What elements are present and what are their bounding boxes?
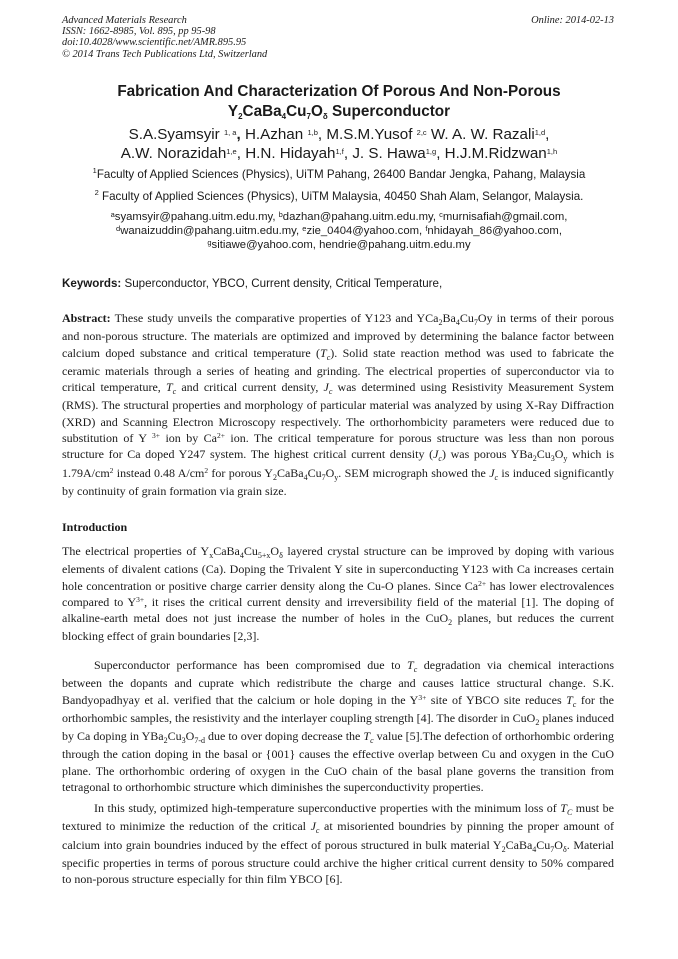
author: H.Azhan xyxy=(244,126,304,143)
intro-paragraph-2: Superconductor performance has been compromised due to $T_c$ degradation via chemical interactions between the dopants and cuprate which redistribute the charge and causes lattice structural change. S.K. Bandyopadhyay et al. verified that the calcium or hole doping in the $Y^{3+}$ site of YBCO site reduces $T_c$ for the orthorhombic samples, the resistivity and the interlayer coupling strength [4]. The disorder in CuO$_2$ planes induced by Ca doping in $YBa_2Cu_3O_{7-d}$ due to over doping decrease the $T_c$ value [5].The defection of orthorhombic ordering through the cation doping in the basal or {001} causes the effective overlap between Cu and oxygen in the CuO plane. The orthorhombic ordering of oxygen in the CuO chain of the basal plane governs the transition from tetragonal to orthorhombic structure which diminishes the superconductivity properties. xyxy=(62,658,615,795)
title-line-2: $Y_2CaBa_4Cu_7O_\delta$ Superconductor xyxy=(227,103,451,121)
journal-header xyxy=(62,15,267,60)
copyright: © 2014 Trans Tech Publications Ltd, Switzerland xyxy=(62,48,268,60)
author: A.W. Norazidah xyxy=(120,145,227,162)
online-date: Online: 2014-02-13 xyxy=(531,15,614,26)
intro-paragraph-1: The electrical properties of $Y_xCaBa_4Cu_{5+x}O_\delta$ layered crystal structure can be improved by doping with various elements of divalent cations (Ca). Doping the Trivalent Y site in superconducting Y123 with Ca increases certain hole concentration or positive charge carrier density along the Cu-O planes. Since $Ca^{2+}$ has lower electrovalences compared to $Y^{3+}$, it rises the critical current density and irreversibility field of the material [1]. The doping of alkaline-earth metal does not just increase the number of holes in the CuO$_2$ planes, but reduces the current blocking effect of grain boundaries [2,3]. xyxy=(62,544,615,644)
intro-paragraph-3: In this study, optimized high-temperature superconductive properties with the minimum loss of $T_C$ must be textured to minimize the reduction of the critical $J_c$ at misoriented boundries by pinning the proper amount of calcium into grain boundries induced by the effect of porous structured in bulk material $Y_2CaBa_4Cu_7O_\delta$. Material specific properties in terms of porous structure could archive the higher critical current density to 50% compared to non-porous structure especially for thin film YBCO [6]. xyxy=(62,801,614,887)
author: H.J.M.Ridzwan xyxy=(444,145,547,162)
abstract: Abstract: These study unveils the comparative properties of Y123 and $YCa_2Ba_4Cu_7Oy$ in terms of their porous and non-porous structure. The materials are optimized and improved by determining the balance factor between calcium doped substance and critical temperature $(T_c)$. Solid state reaction method was used to fabricate the ceramic materials through a series of heating and grinding. The electrical properties of superconductor via to critical temperature, $T_c$ and critical current density, $J_c$ was determined using Resistivity Measurement System (RMS). The structural properties and morphology of particular material was analyzed by using X-Ray Diffraction (XRD) and Scanning Electron Microscopy respectively. The orthorhombicity parameters were reduced due to substitution of Y $^{3+}$ ion by $Ca^{2+}$ ion. The critical temperature for porous structure was less than non porous structure for Ca doped Y247 system. The highest critical current density $(J_c)$ was porous $YBa_2Cu_3O_y$ which is $1.79A/cm^2$ instead 0.48 $A/cm^2$ for porous $Y_2CaBa_4Cu_7O_y$. SEM micrograph showed the $J_c$ is induced significantly by continuity of grain formation via grain size. xyxy=(62,311,615,498)
email-list: $^a$syamsyir@pahang.uitm.edu.my, $^b$dazhan@pahang.uitm.edu.my, $^c$murnisafiah@gmail.com, $^d$wanaizuddin@pahang.uitm.edu.my, $^e$zie_0404@yahoo.com, $^f$nhidayah_86@yahoo.com, $^g$sitiawe@yahoo.com, hendrie@pahang.uitm.edu.my xyxy=(110,210,568,251)
title-line-1: Fabrication And Characterization Of Porous And Non-Porous xyxy=(117,83,561,100)
affiliation-2: $^2$ Faculty of Applied Sciences (Physics), UiTM Malaysia, 40450 Shah Alam, Selangor, Malaysia. xyxy=(94,188,584,203)
issn: ISSN: 1662-8985, Vol. 895, pp 95-98 xyxy=(62,26,216,38)
journal-name: Advanced Materials Research xyxy=(62,15,187,26)
authors-line-1: S.A.Syamsyir $^{1, a}$, H.Azhan $^{1,b}$, M.S.M.Yusof $^{2,c}$ W. A. W. Razali$^{1,d}$, xyxy=(128,126,550,143)
author: J. S. Hawa xyxy=(352,145,426,162)
author: H.N. Hidayah xyxy=(245,145,336,162)
author: M.S.M.Yusof xyxy=(326,126,413,143)
affiliation-1: $^1$Faculty of Applied Sciences (Physics), UiTM Pahang, 26400 Bandar Jengka, Pahang, Malaysia xyxy=(92,166,586,181)
author-list xyxy=(62,125,616,163)
paper-title xyxy=(62,82,616,124)
authors-line-2: A.W. Norazidah$^{1,e}$, H.N. Hidayah$^{1,f}$, J. S. Hawa$^{1,g}$, H.J.M.Ridzwan$^{1,h}$ xyxy=(120,145,558,162)
author: W. A. W. Razali xyxy=(430,126,535,143)
doi: doi:10.4028/www.scientific.net/AMR.895.95 xyxy=(62,37,247,49)
author: S.A.Syamsyir xyxy=(128,126,220,143)
section-heading-introduction: Introduction xyxy=(62,520,128,534)
keywords: Keywords: Superconductor, YBCO, Current density, Critical Temperature, xyxy=(62,277,443,290)
